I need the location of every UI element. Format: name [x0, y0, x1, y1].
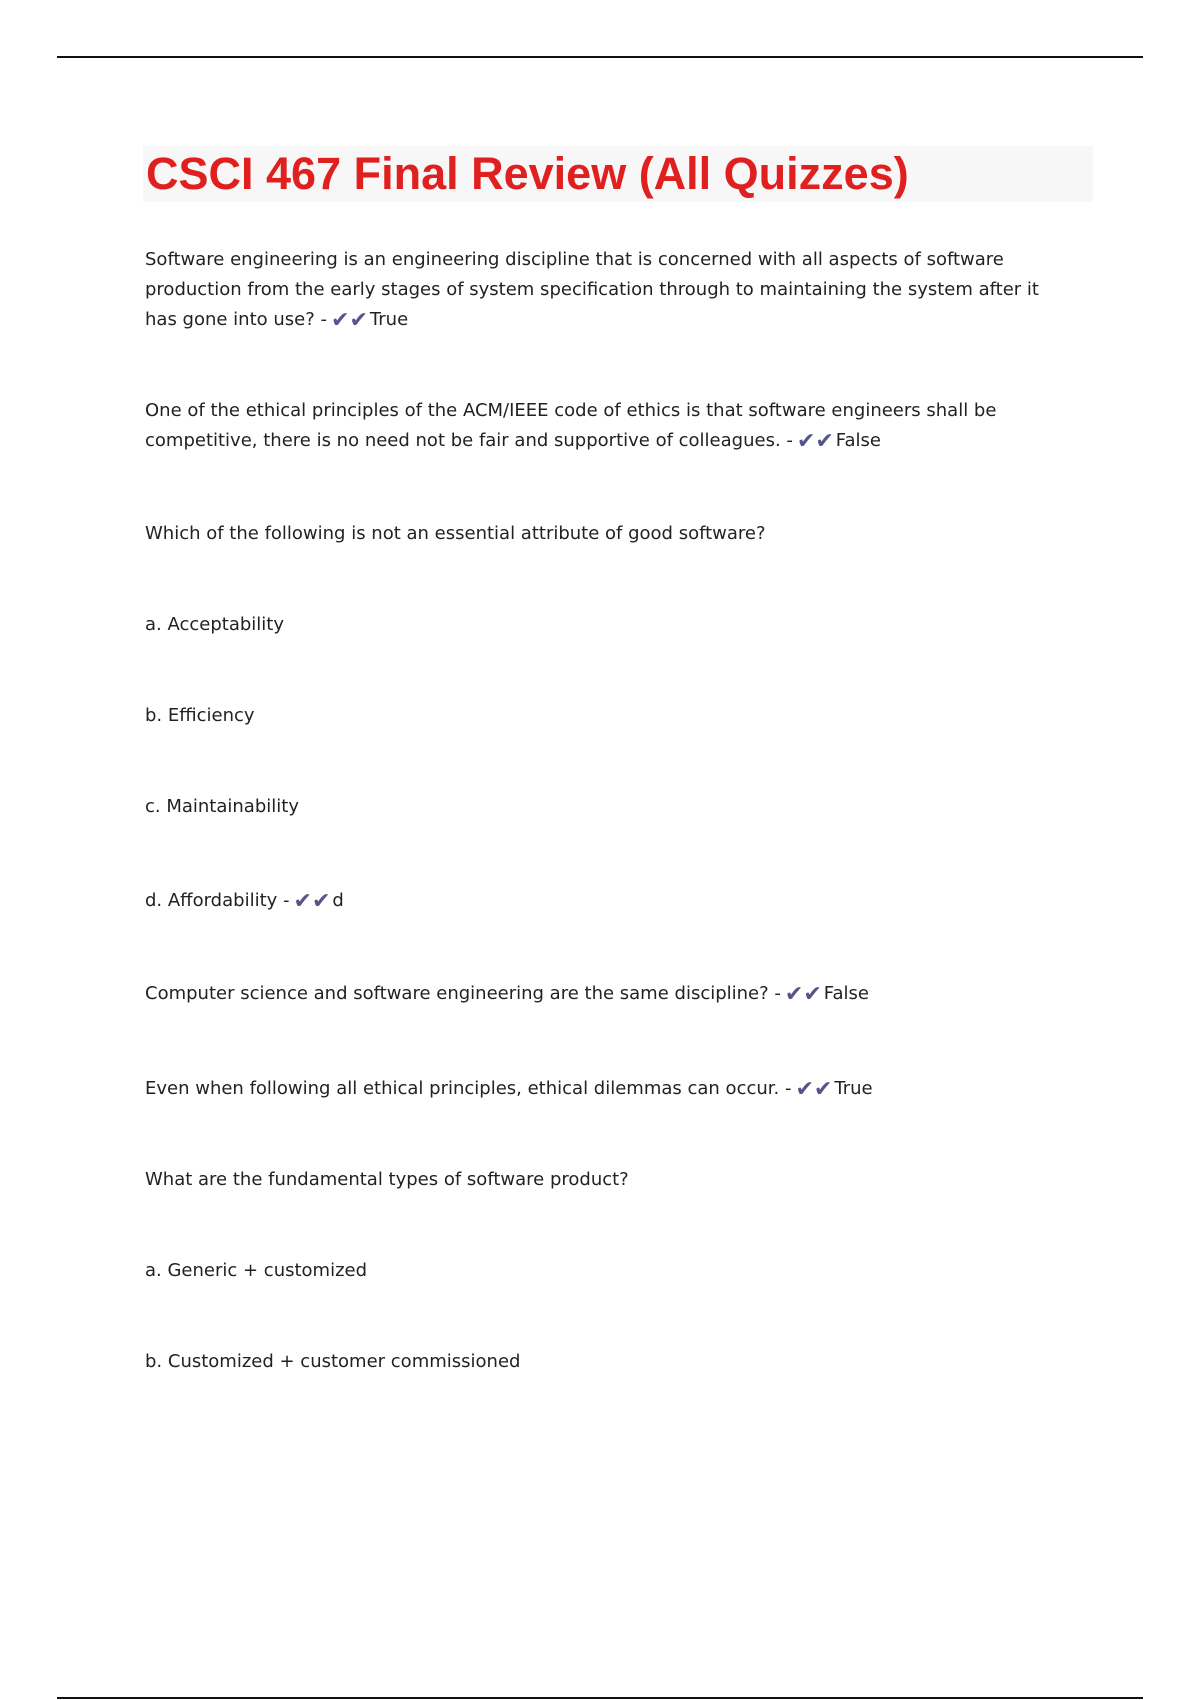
option-text: b. Customized + customer commissioned — [145, 1351, 521, 1372]
option-text: a. Acceptability — [145, 614, 284, 635]
option-text: c. Maintainability — [145, 796, 299, 817]
check-icon: ✔ — [803, 982, 822, 1007]
option-text: d. Affordability — [145, 890, 278, 911]
question-6 — [145, 1165, 1075, 1195]
answer-separator: - — [774, 983, 781, 1004]
question-4-text: Computer science and software engineering are the same discipline? — [145, 983, 769, 1004]
check-icon: ✔ — [311, 889, 331, 914]
question-2-text: One of the ethical principles of the ACM/IEEE code of ethics is that software engineers shall be competitive, there is no need not be fair and supportive of colleagues. — [145, 400, 997, 451]
check-icon: ✔ — [813, 1077, 833, 1102]
header-rule — [57, 56, 1143, 58]
answer-separator: - — [283, 890, 290, 911]
question-3-option-a — [145, 610, 1075, 640]
question-5 — [145, 1074, 1075, 1104]
question-3-answer: d — [332, 890, 344, 911]
answer-separator: - — [786, 430, 793, 451]
check-icon: ✔ — [293, 889, 312, 914]
option-text: b. Efficiency — [145, 705, 255, 726]
question-6-text: What are the fundamental types of software product? — [145, 1169, 629, 1190]
check-icon: ✔ — [349, 308, 368, 333]
question-5-answer: True — [834, 1078, 873, 1099]
question-6-option-b — [145, 1347, 1075, 1377]
question-4-answer: False — [823, 983, 869, 1004]
question-3-option-c — [145, 792, 1075, 822]
answer-separator: - — [784, 1078, 792, 1099]
check-icon: ✔ — [796, 429, 816, 454]
question-2-answer: False — [835, 430, 881, 451]
question-3 — [145, 519, 1075, 549]
check-icon: ✔ — [784, 982, 804, 1007]
question-4 — [145, 979, 1075, 1009]
answer-separator: - — [320, 309, 328, 330]
check-icon: ✔ — [795, 1077, 814, 1102]
option-text: a. Generic + customized — [145, 1260, 368, 1281]
question-3-option-b — [145, 701, 1075, 731]
question-5-text: Even when following all ethical principles, ethical dilemmas can occur. — [145, 1078, 780, 1099]
question-3-option-d — [145, 886, 1075, 916]
question-1-answer: True — [369, 309, 409, 330]
check-icon: ✔ — [331, 308, 350, 333]
footer-rule — [57, 1697, 1143, 1699]
question-3-text: Which of the following is not an essential attribute of good software? — [145, 523, 766, 544]
question-6-option-a — [145, 1256, 1075, 1286]
question-1-text: Software engineering is an engineering discipline that is concerned with all aspects of software production from the early stages of system specification through to maintaining the system after it has gone into use? — [145, 249, 1039, 330]
document-title: CSCI 467 Final Review (All Quizzes) — [146, 148, 909, 199]
question-2 — [145, 396, 1075, 456]
check-icon: ✔ — [815, 429, 834, 454]
question-1 — [145, 245, 1075, 335]
